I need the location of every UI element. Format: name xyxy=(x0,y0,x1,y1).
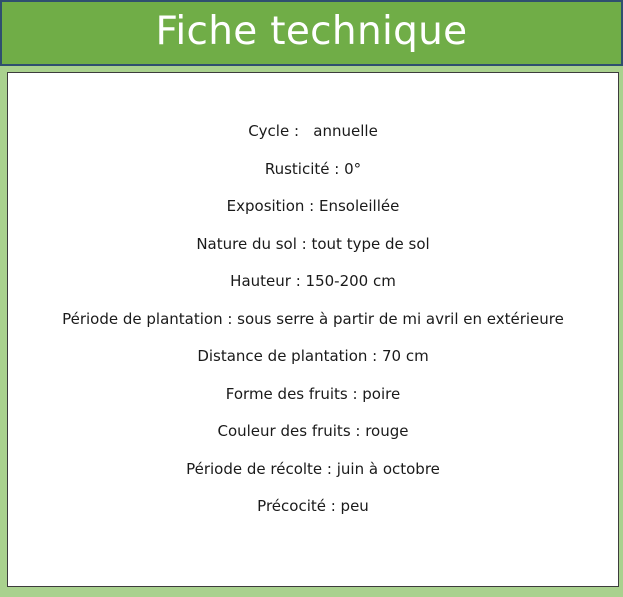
spec-rusticite: Rusticité : 0° xyxy=(264,159,362,178)
spec-distance-plantation: Distance de plantation : 70 cm xyxy=(197,347,429,365)
spec-forme-fruits: Forme des fruits : poire xyxy=(225,384,401,403)
spec-sheet xyxy=(7,72,619,587)
spec-periode-plantation: Période de plantation : sous serre à partir de mi avril en extérieure xyxy=(62,309,564,328)
spec-hauteur: Hauteur : 150-200 cm xyxy=(230,272,396,290)
spec-list xyxy=(8,120,618,533)
spec-nature-du-sol: Nature du sol : tout type de sol xyxy=(196,234,430,253)
spec-cycle: Cycle : annuelle xyxy=(248,122,378,140)
page-title: Fiche technique xyxy=(155,8,468,54)
header-banner xyxy=(0,0,623,66)
spec-precocite: Précocité : peu xyxy=(257,497,369,515)
spec-couleur-fruits: Couleur des fruits : rouge xyxy=(217,422,409,440)
spec-exposition: Exposition : Ensoleillée xyxy=(226,197,400,215)
spec-periode-recolte: Période de récolte : juin à octobre xyxy=(186,459,440,478)
